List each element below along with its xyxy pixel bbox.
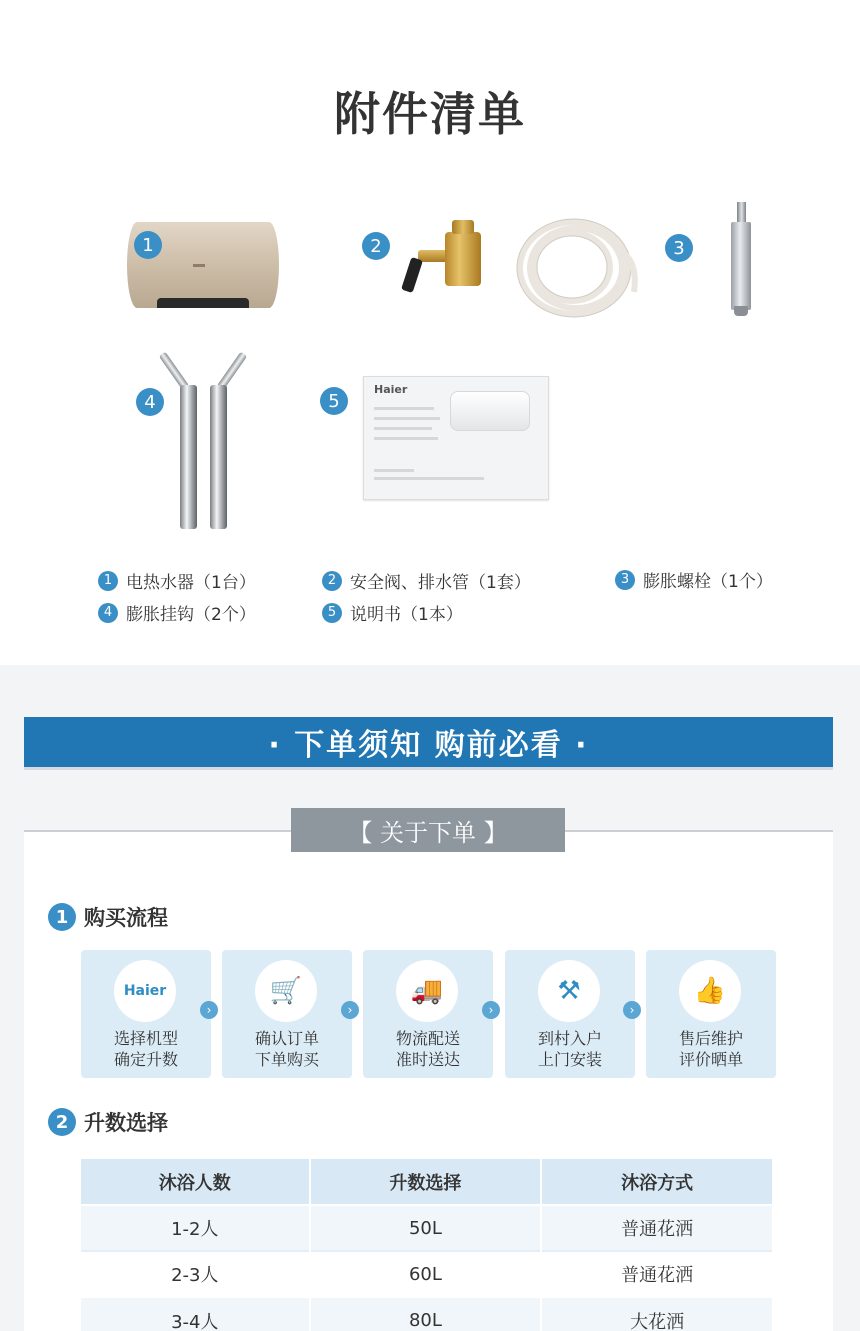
step-label-line1: 确认订单 <box>254 1029 319 1048</box>
safety-valve-image <box>445 232 481 286</box>
expansion-bolt-image <box>731 222 751 310</box>
item-marker-4: 4 <box>136 388 164 416</box>
heater-logo-mark <box>193 264 205 267</box>
item-marker-3: 3 <box>665 234 693 262</box>
manual-text-line <box>374 477 484 480</box>
legend-number: 3 <box>615 570 635 590</box>
manual-text-line <box>374 417 440 420</box>
truck-icon: 🚚 <box>396 960 458 1022</box>
haier-logo-icon: Haier <box>114 960 176 1022</box>
heater-display-band <box>157 298 249 308</box>
section-number: 2 <box>48 1108 76 1136</box>
legend-item-2 <box>322 568 531 593</box>
bolt-tip <box>734 306 748 316</box>
table-cell: 50L <box>310 1205 542 1251</box>
flow-arrow-icon: › <box>341 1001 359 1019</box>
thumbs-up-icon: 👍 <box>679 960 741 1022</box>
notice-banner: · 下单须知 购前必看 · <box>24 717 833 767</box>
step-label-line1: 物流配送 <box>395 1029 460 1048</box>
flow-arrow-icon: › <box>482 1001 500 1019</box>
legend-item-3 <box>615 567 773 592</box>
flow-step-after-sales <box>646 950 776 1078</box>
valve-arm <box>418 250 448 262</box>
flow-step-choose-model <box>81 950 211 1078</box>
step-label <box>81 1028 211 1070</box>
valve-nut <box>452 220 474 234</box>
section-title: 购买流程 <box>84 906 168 930</box>
legend-text: 电热水器（1台） <box>126 573 256 593</box>
legend-text: 说明书（1本） <box>350 605 463 625</box>
step-label-line1: 到村入户 <box>537 1029 602 1048</box>
step-label <box>646 1028 776 1070</box>
table-row <box>81 1251 773 1297</box>
capacity-table <box>81 1159 774 1331</box>
section-title: 升数选择 <box>84 1111 168 1135</box>
table-header: 沐浴人数 <box>81 1159 310 1205</box>
bolt-head <box>737 202 746 224</box>
table-cell: 3-4人 <box>81 1297 310 1331</box>
item-marker-5: 5 <box>320 387 348 415</box>
table-cell: 大花洒 <box>541 1297 773 1331</box>
legend-number: 5 <box>322 603 342 623</box>
about-order-tab: 【 关于下单 】 <box>291 808 565 852</box>
legend-number: 1 <box>98 571 118 591</box>
step-label-line2: 评价晒单 <box>678 1050 743 1069</box>
table-row <box>81 1297 773 1331</box>
manual-text-line <box>374 427 432 430</box>
legend-text: 膨胀螺栓（1个） <box>643 572 773 592</box>
step-label-line1: 售后维护 <box>678 1029 743 1048</box>
flow-arrow-icon: › <box>623 1001 641 1019</box>
step-label-line2: 准时送达 <box>395 1050 460 1069</box>
step-label <box>505 1028 635 1070</box>
drain-hose-image <box>512 212 642 322</box>
table-cell: 80L <box>310 1297 542 1331</box>
manual-text-line <box>374 437 438 440</box>
legend-item-4 <box>98 600 256 625</box>
table-cell: 普通花洒 <box>541 1251 773 1297</box>
table-row <box>81 1205 773 1251</box>
order-notice-section <box>0 665 860 1331</box>
table-header: 升数选择 <box>310 1159 542 1205</box>
legend-text: 安全阀、排水管（1套） <box>350 573 531 593</box>
flow-step-confirm-order <box>222 950 352 1078</box>
table-header-row <box>81 1159 773 1205</box>
table-cell: 60L <box>310 1251 542 1297</box>
accessories-section <box>0 0 860 665</box>
accessories-title: 附件清单 <box>334 87 526 141</box>
table-cell: 普通花洒 <box>541 1205 773 1251</box>
section-number: 1 <box>48 903 76 931</box>
step-label <box>222 1028 352 1070</box>
cart-icon: 🛒 <box>255 960 317 1022</box>
flow-step-installation <box>505 950 635 1078</box>
legend-item-5 <box>322 600 463 625</box>
flow-step-delivery <box>363 950 493 1078</box>
item-marker-2: 2 <box>362 232 390 260</box>
legend-number: 2 <box>322 571 342 591</box>
manual-brand-logo: Haier <box>374 383 408 396</box>
manual-image <box>363 376 549 500</box>
table-cell: 1-2人 <box>81 1205 310 1251</box>
step-label <box>363 1028 493 1070</box>
step-label-line2: 下单购买 <box>254 1050 319 1069</box>
legend-number: 4 <box>98 603 118 623</box>
purchase-flow-heading <box>48 902 168 932</box>
expansion-hook-left-image <box>180 385 197 529</box>
capacity-heading <box>48 1107 168 1137</box>
manual-text-line <box>374 469 414 472</box>
legend-item-1 <box>98 568 256 593</box>
valve-lever <box>401 257 423 293</box>
step-label-line2: 确定升数 <box>113 1050 178 1069</box>
manual-cover-heater <box>450 391 530 431</box>
table-cell: 2-3人 <box>81 1251 310 1297</box>
flow-arrow-icon: › <box>200 1001 218 1019</box>
legend-text: 膨胀挂钩（2个） <box>126 605 256 625</box>
step-label-line2: 上门安装 <box>537 1050 602 1069</box>
manual-text-line <box>374 407 434 410</box>
table-header: 沐浴方式 <box>541 1159 773 1205</box>
item-marker-1: 1 <box>134 231 162 259</box>
step-label-line1: 选择机型 <box>113 1029 178 1048</box>
expansion-hook-right-image <box>210 385 227 529</box>
tools-icon: ⚒ <box>538 960 600 1022</box>
